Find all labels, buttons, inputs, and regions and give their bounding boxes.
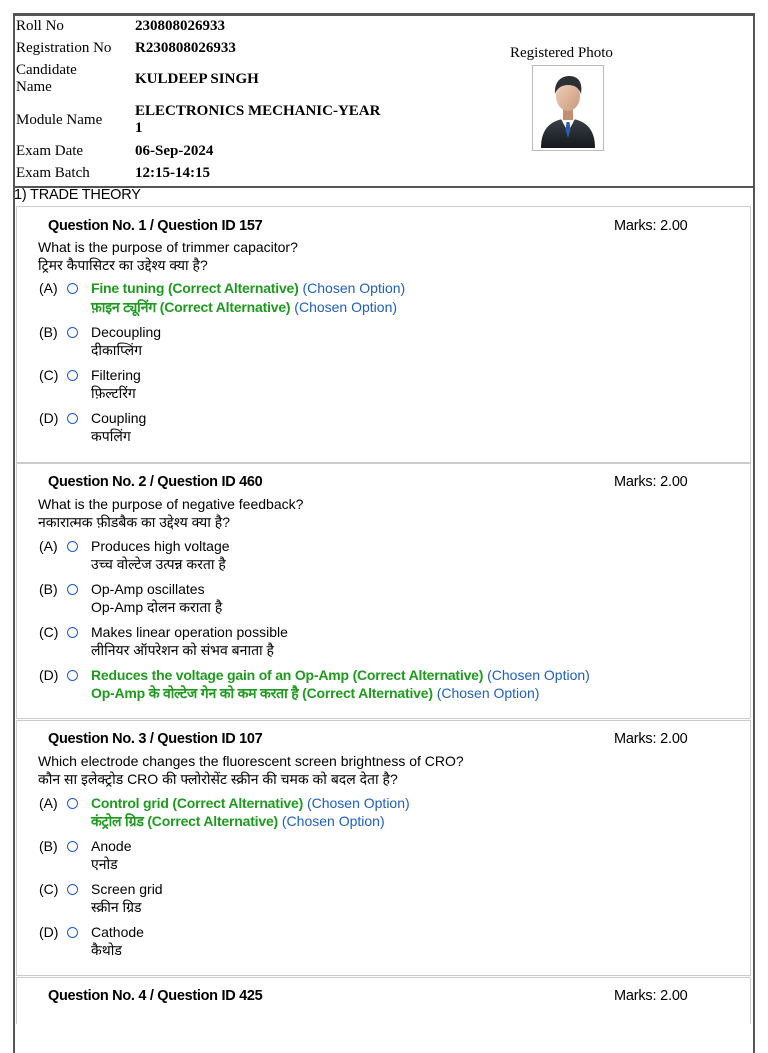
radio-button[interactable]	[67, 584, 78, 595]
option-text-hi: एनोड	[91, 856, 118, 872]
radio-button[interactable]	[67, 541, 78, 552]
exam-date-value: 06-Sep-2024	[135, 143, 214, 159]
option-text-hi	[91, 812, 385, 830]
radio-button[interactable]	[67, 413, 78, 424]
exam-batch-label: Exam Batch	[16, 165, 90, 181]
radio-button[interactable]	[67, 627, 78, 638]
radio-button[interactable]	[67, 670, 78, 681]
registered-photo-label: Registered Photo	[510, 45, 613, 61]
question-marks: Marks: 2.00	[614, 218, 688, 234]
question-heading: Question No. 1 / Question ID 157	[48, 218, 263, 234]
option-label: फ़ाइन ट्यूनिंग	[91, 299, 157, 315]
option-text-en	[91, 279, 405, 297]
chosen-tag: (Chosen Option)	[306, 795, 410, 811]
chosen-tag: (Chosen Option)	[302, 280, 406, 296]
candidate-name-value: KULDEEP SINGH	[135, 71, 259, 87]
question-heading: Question No. 2 / Question ID 460	[48, 474, 263, 490]
section-title: 1) TRADE THEORY	[14, 187, 141, 203]
question-heading: Question No. 3 / Question ID 107	[48, 731, 263, 747]
chosen-tag: (Chosen Option)	[436, 685, 540, 701]
option-text-en: Op-Amp oscillates	[91, 581, 205, 597]
exam-date-label: Exam Date	[16, 143, 84, 159]
radio-button[interactable]	[67, 884, 78, 895]
registration-no-label: Registration No	[16, 40, 112, 56]
option-letter: (A)	[39, 280, 58, 296]
option-text-en: Anode	[91, 838, 132, 854]
option-text-hi: लीनियर ऑपरेशन को संभव बनाता है	[91, 642, 274, 658]
option-letter: (C)	[39, 367, 59, 383]
roll-no-value: 230808026933	[135, 18, 225, 34]
option-label: Control grid	[91, 795, 169, 811]
question-heading: Question No. 4 / Question ID 425	[48, 988, 263, 1004]
question-text-hi: नकारात्मक फ़ीडबैक का उद्देश्य क्या है?	[38, 514, 231, 530]
option-text-en: Cathode	[91, 924, 144, 940]
correct-tag: (Correct Alternative)	[352, 667, 484, 683]
option-text-hi: कैथोड	[91, 942, 122, 958]
correct-tag: (Correct Alternative)	[302, 685, 433, 701]
question-marks: Marks: 2.00	[614, 988, 688, 1004]
chosen-tag: (Chosen Option)	[294, 299, 398, 315]
question-text-en: What is the purpose of trimmer capacitor?	[38, 239, 298, 255]
option-letter: (D)	[39, 667, 59, 683]
correct-tag: (Correct Alternative)	[159, 299, 291, 315]
radio-button[interactable]	[67, 370, 78, 381]
option-text-hi: स्क्रीन ग्रिड	[91, 899, 142, 915]
exam-batch-value: 12:15-14:15	[135, 165, 210, 181]
option-text-en	[91, 666, 590, 684]
option-letter: (A)	[39, 795, 58, 811]
chosen-tag: (Chosen Option)	[281, 813, 385, 829]
option-text-hi: फ़िल्टरिंग	[91, 385, 136, 401]
module-name-label: Module Name	[16, 112, 103, 128]
option-text-en: Screen grid	[91, 881, 163, 897]
question-card	[16, 206, 751, 463]
option-text-en: Makes linear operation possible	[91, 624, 288, 640]
question-text-hi: ट्रिमर कैपासिटर का उद्देश्य क्या है?	[38, 257, 208, 273]
option-letter: (D)	[39, 410, 59, 426]
option-letter: (B)	[39, 838, 58, 854]
option-letter: (D)	[39, 924, 59, 940]
radio-button[interactable]	[67, 327, 78, 338]
option-text-en: Produces high voltage	[91, 538, 230, 554]
roll-no-label: Roll No	[16, 18, 64, 34]
question-text-en: What is the purpose of negative feedback?	[38, 496, 304, 512]
option-text-hi: कपलिंग	[91, 428, 131, 444]
correct-tag: (Correct Alternative)	[147, 813, 278, 829]
option-letter: (A)	[39, 538, 58, 554]
question-text-en: Which electrode changes the fluorescent screen brightness of CRO?	[38, 753, 464, 769]
option-label: Fine tuning	[91, 280, 165, 296]
option-text-en	[91, 794, 410, 812]
candidate-name-label: Candidate Name	[16, 62, 77, 95]
option-letter: (C)	[39, 881, 59, 897]
module-name-value: ELECTRONICS MECHANIC-YEAR 1	[135, 103, 381, 136]
option-text-en: Decoupling	[91, 324, 162, 340]
question-text-hi: कौन सा इलेक्ट्रोड CRO की फ्लोरोसेंट स्क्रीन की चमक को बदल देता है?	[38, 771, 398, 787]
question-card	[16, 720, 751, 976]
option-letter: (B)	[39, 324, 58, 340]
registration-no-value: R230808026933	[135, 40, 236, 56]
correct-tag: (Correct Alternative)	[167, 280, 299, 296]
option-text-hi	[91, 684, 539, 702]
option-letter: (C)	[39, 624, 59, 640]
option-label: Reduces the voltage gain of an Op-Amp	[91, 667, 349, 683]
question-card	[16, 463, 751, 719]
radio-button[interactable]	[67, 283, 78, 294]
radio-button[interactable]	[67, 927, 78, 938]
question-marks: Marks: 2.00	[614, 474, 688, 490]
option-text-hi: उच्च वोल्टेज उत्पन्न करता है	[91, 556, 226, 572]
option-label: कंट्रोल ग्रिड	[91, 813, 144, 829]
option-text-hi: दीकाप्लिंग	[91, 342, 143, 358]
question-card	[16, 977, 751, 1024]
option-label: Op-Amp के वोल्टेज गेन को कम करता है	[91, 685, 299, 701]
option-text-hi: Op-Amp दोलन कराता है	[91, 599, 223, 615]
option-text-hi	[91, 298, 397, 316]
avatar-icon	[533, 66, 603, 150]
option-text-en: Filtering	[91, 367, 141, 383]
chosen-tag: (Chosen Option)	[487, 667, 590, 683]
option-letter: (B)	[39, 581, 58, 597]
correct-tag: (Correct Alternative)	[172, 795, 304, 811]
question-marks: Marks: 2.00	[614, 731, 688, 747]
option-text-en: Coupling	[91, 410, 147, 426]
radio-button[interactable]	[67, 841, 78, 852]
registered-photo	[532, 65, 604, 151]
radio-button[interactable]	[67, 798, 78, 809]
